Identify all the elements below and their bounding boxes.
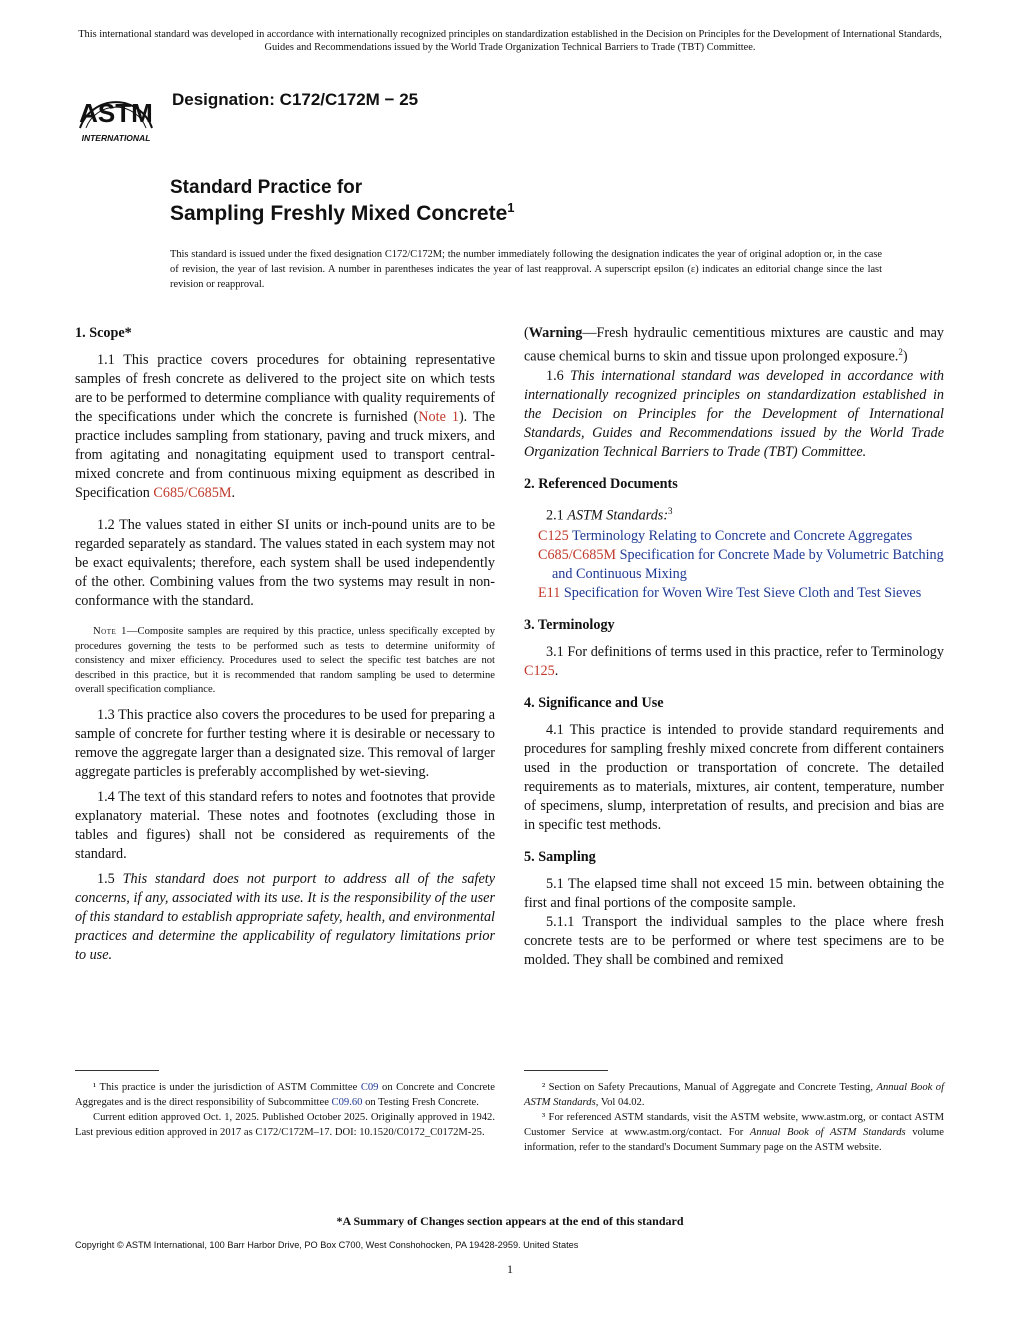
c685-link[interactable]: C685/C685M xyxy=(153,485,232,501)
paragraph-1-1: 1.1 This practice covers procedures for obtaining representative samples of fresh concrete as delivered to the project site on which tests are to be performed to determine compliance with quality requirements of the specifications under which the concrete is furnished (Note 1). The practice includes sampling from stationary, paving and truck mixers, and from agitating and nonagitating equipment used to transport central-mixed concrete and from continuous mixing equipment as described in Specification C685/C685M. xyxy=(75,352,495,501)
section-heading-significance: 4. Significance and Use xyxy=(524,695,664,712)
footnote-1: ¹ This practice is under the jurisdiction of ASTM Committee C09 on Concrete and Concrete Aggregates and is the direct responsibility of Subcommittee C09.60 on Testing Fresh Concrete. xyxy=(75,1082,495,1108)
footnote-rule-right xyxy=(524,1070,608,1071)
astm-logo-mark xyxy=(70,76,162,146)
c09-link[interactable]: C09 xyxy=(360,1082,379,1093)
paragraph-3-1: 3.1 For definitions of terms used in this practice, refer to Terminology C125. xyxy=(524,644,944,680)
section-heading-scope: 1. Scope* xyxy=(75,325,132,341)
designation: Designation: C172/C172M − 25 xyxy=(172,90,419,109)
footnotes-left xyxy=(75,1080,495,1140)
footnote-1-edition: Current edition approved Oct. 1, 2025. Published October 2025. Originally approved in 1942. Last previous edition approved in 2017 as C172/C172M–17. DOI: 10.1520/C0172_C0172M-25. xyxy=(75,1112,495,1138)
ref-item[interactable]: E11 Specification for Woven Wire Test Sieve Cloth and Test Sieves xyxy=(538,585,922,602)
c125-link[interactable]: C125 xyxy=(524,663,555,680)
title-line-2: Sampling Freshly Mixed Concrete$^1$ xyxy=(170,200,515,225)
document-title xyxy=(170,176,515,230)
title-line-1: Standard Practice for xyxy=(170,177,363,198)
paragraph-1-2: 1.2 The values stated in either SI units or inch-pound units are to be regarded separately as standard. The values stated in each system may not be exact equivalents; therefore, each system shall be used independently of the other. Combining values from the two systems may result in non-conformance with the standard. xyxy=(75,517,495,609)
note-1: Note 1—Composite samples are required by this practice, unless specifically excepted by procedures governing the tests to be performed such as tests to determine uniformity of consistency and mixer efficiency. Procedures used to select the specific test batches are not described in this practice, but it is recommended that random sampling be used to determine overall specification compliance. xyxy=(75,626,495,696)
summary-of-changes-note: *A Summary of Changes section appears at the end of this standard xyxy=(336,1214,684,1228)
section-heading-terminology: 3. Terminology xyxy=(524,617,615,634)
ref-item[interactable]: C125 Terminology Relating to Concrete and Concrete Aggregates xyxy=(538,528,913,545)
page-number: 1 xyxy=(507,1262,513,1276)
note-1-link[interactable]: Note 1 xyxy=(418,409,459,425)
warning: (Warning—Fresh hydraulic cementitious mixtures are caustic and may cause chemical burns to skin and tissue upon prolonged exposure.$^2$) xyxy=(524,325,944,365)
left-column xyxy=(75,324,495,965)
paragraph-5-1-1: 5.1.1 Transport the individual samples to the place where fresh concrete tests are to be performed or where test specimens are to be molded. They shall be combined and remixed xyxy=(524,914,944,969)
paragraph-4-1: 4.1 This practice is intended to provide standard requirements and procedures for sampling freshly mixed concrete from different containers used in the production or transportation of concrete. The detailed requirements as to materials, mixtures, air content, temperature, number of specimens, slump, interpretation of results, and precision and bias are in specific test methods. xyxy=(524,722,944,834)
footnotes-right xyxy=(524,1080,944,1155)
logo-text: ASTM xyxy=(79,98,153,128)
ref-item[interactable]: C685/C685M Specification for Concrete Made by Volumetric Batching and Continuous Mixing xyxy=(538,547,944,583)
paragraph-5-1: 5.1 The elapsed time shall not exceed 15 min. between obtaining the first and final portions of the composite sample. xyxy=(524,876,944,912)
c09-60-link[interactable]: C09.60 xyxy=(331,1097,363,1108)
copyright: Copyright © ASTM International, 100 Barr Harbor Drive, PO Box C700, West Conshohocken, PA 19428-2959. United States xyxy=(75,1240,579,1250)
paragraph-1-5: 1.5 This standard does not purport to address all of the safety concerns, if any, associated with its use. It is the responsibility of the user of this standard to establish appropriate safety, health, and environmental practices and determine the applicability of regulatory limitations prior to use. xyxy=(75,870,495,963)
paragraph-1-3: 1.3 This practice also covers the procedures to be used for preparing a sample of concrete for further testing where it is desirable or necessary to remove the aggregate larger than a designated size. This removal of larger aggregate particles is preferably accomplished by wet-sieving. xyxy=(75,706,495,780)
section-heading-sampling: 5. Sampling xyxy=(524,849,596,866)
astm-logo xyxy=(70,76,162,146)
paragraph-1-4: 1.4 The text of this standard refers to notes and footnotes that provide explanatory material. These notes and footnotes (excluding those in tables and figures) shall not be considered as requirements of the standard. xyxy=(75,788,495,862)
paragraph-1-6: 1.6 This international standard was developed in accordance with internationally recognized principles on standardization established in the Decision on Principles for the Development of International Standards, Guides and Recommendations issued by the World Trade Organization Technical Barriers to Trade (TBT) Committee. xyxy=(524,367,944,460)
section-heading-referenced: 2. Referenced Documents xyxy=(524,475,678,492)
footnote-2: ² Section on Safety Precautions, Manual of Aggregate and Concrete Testing, Annual Book of ASTM Standards, Vol 04.02. xyxy=(524,1082,945,1108)
top-notice: This international standard was developed in accordance with internationally recognized principles on standardization established in the Decision on Principles for the Development of International Standards, Guides and Recommendations issued by the World Trade Organization Technical Barriers to Trade (TBT) Committee. xyxy=(78,29,942,53)
astm-standards-subhead: 2.1 ASTM Standards:$^3$ xyxy=(546,505,673,524)
logo-subtitle: INTERNATIONAL xyxy=(81,133,151,143)
footnote-rule-left xyxy=(75,1070,159,1071)
issue-note: This standard is issued under the fixed designation C172/C172M; the number immediately following the designation indicates the year of original adoption or, in the case of revision, the year of last revision. A number in parentheses indicates the year of last reapproval. A superscript epsilon (ε) indicates an editorial change since the last revision or reapproval. xyxy=(170,249,882,290)
right-column xyxy=(524,324,944,970)
footnote-3: ³ For referenced ASTM standards, visit the ASTM website, www.astm.org, or contact ASTM Customer Service at www.astm.org/contact. For Annual Book of ASTM Standards volume information, refer to the standard's Document Summary page on the ASTM website. xyxy=(524,1112,944,1153)
